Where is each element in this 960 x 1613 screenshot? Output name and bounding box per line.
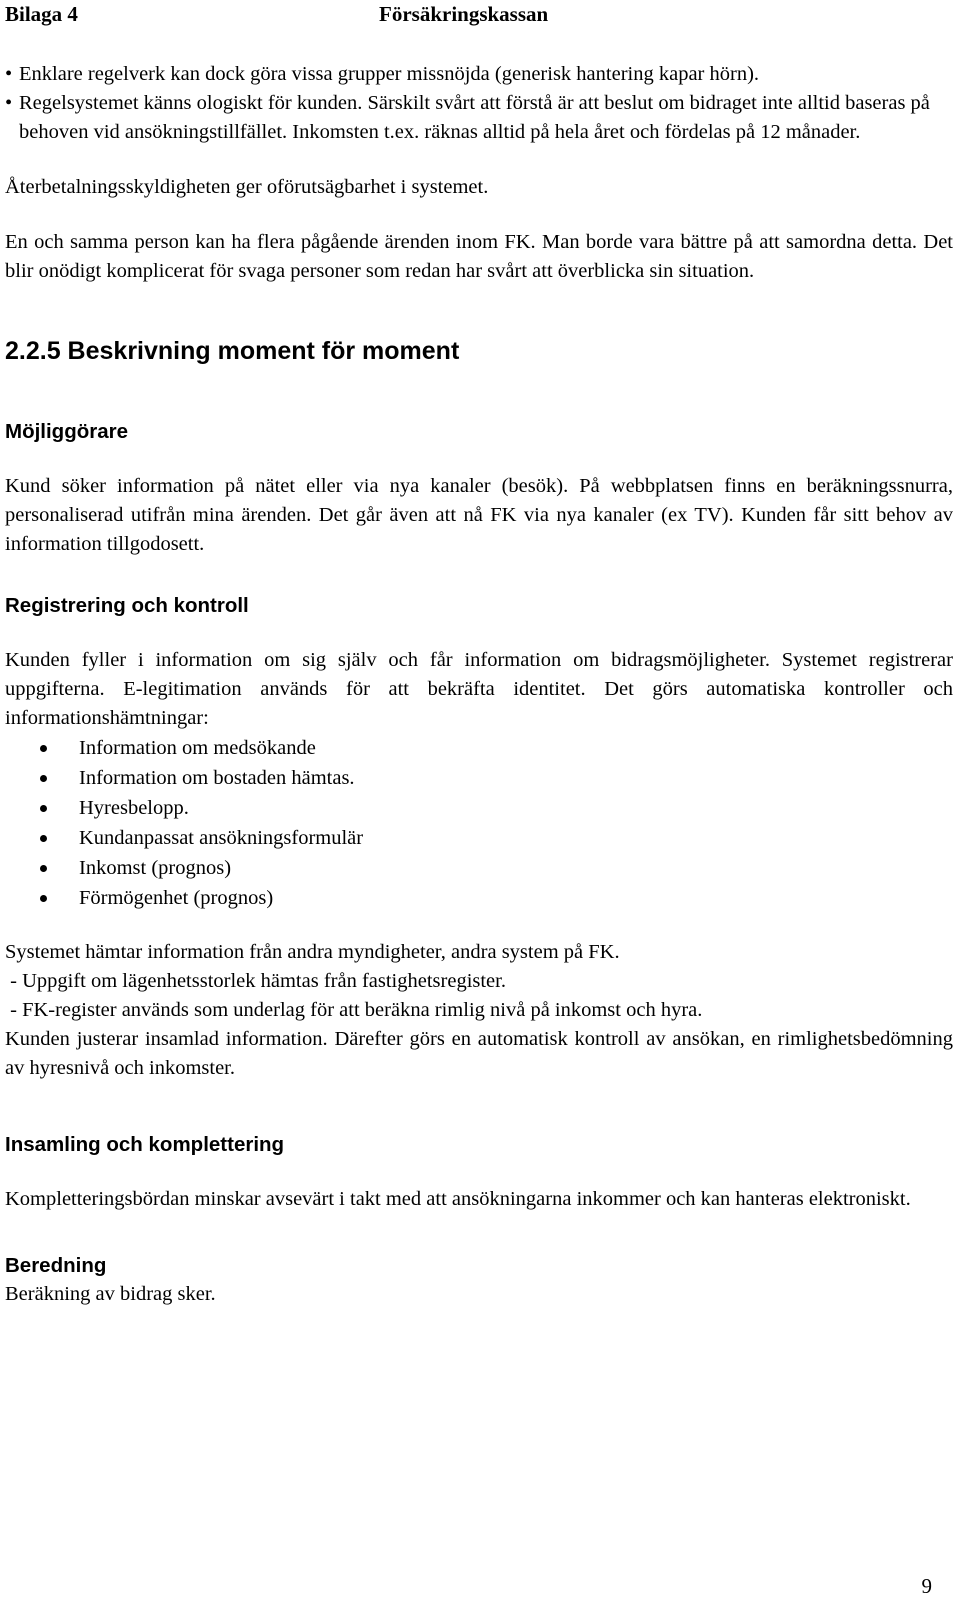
paragraph: Systemet hämtar information från andra myndigheter, andra system på FK. [5, 941, 620, 963]
header-appendix-label: Bilaga 4 [5, 2, 78, 26]
paragraph: Kompletteringsbördan minskar avsevärt i takt med att ansökningarna inkommer och kan hanteras elektroniskt. [5, 1188, 911, 1210]
list-item: Hyresbelopp. [5, 793, 953, 823]
list-item: Kundanpassat ansökningsformulär [5, 823, 953, 853]
paragraph: Kunden justerar insamlad information. Därefter görs en automatisk kontroll av ansökan, en rimlighetsbedömning av hyresnivå och inkomster. [5, 1028, 953, 1079]
list-item: • Enklare regelverk kan dock göra vissa grupper missnöjda (generisk hantering kapar hörn). [5, 60, 953, 89]
list-item: Förmögenhet (prognos) [5, 883, 953, 913]
document-body [5, 60, 953, 1309]
paragraph: Kund söker information på nätet eller via nya kanaler (besök). På webbplatsen finns en beräkningssnurra, personaliserad utifrån mina ärenden. Det går även att nå FK via nya kanaler (ex TV). Kunden får sitt behov av information tillgodosett. [5, 475, 953, 555]
header-organization: Försäkringskassan [379, 2, 549, 26]
check-list [5, 733, 953, 913]
subsection-heading-enablers: Möjliggörare [5, 420, 129, 443]
paragraph: En och samma person kan ha flera pågående ärenden inom FK. Man borde vara bättre på att samordna detta. Det blir onödigt komplicerat för svaga personer som redan har svårt att överblicka sin situation. [5, 231, 953, 282]
subsection-heading-registration: Registrering och kontroll [5, 594, 249, 617]
page-header [5, 0, 945, 30]
list-item: Information om bostaden hämtas. [5, 763, 953, 793]
list-item: Inkomst (prognos) [5, 853, 953, 883]
intro-bullet-list [5, 60, 953, 147]
paragraph: - FK-register används som underlag för att beräkna rimlig nivå på inkomst och hyra. [5, 999, 703, 1021]
list-item: Information om medsökande [5, 733, 953, 763]
section-heading: 2.2.5 Beskrivning moment för moment [5, 337, 460, 365]
paragraph: - Uppgift om lägenhetsstorlek hämtas från fastighetsregister. [5, 970, 506, 992]
subsection-heading-collection: Insamling och komplettering [5, 1133, 285, 1156]
paragraph: Kunden fyller i information om sig själv och får information om bidragsmöjligheter. Systemet registrerar uppgifterna. E-legitimation används för att bekräfta identitet. Det görs automatiska kontroller och informationshämtningar: [5, 649, 953, 729]
list-item: • Regelsystemet känns ologiskt för kunden. Särskilt svårt att förstå är att beslut om bidraget inte alltid baseras på behoven vid ansökningstillfället. Inkomsten t.ex. räknas alltid på hela året och fördelas på 12 månader. [5, 89, 953, 147]
page-number: 9 [921, 1574, 932, 1598]
paragraph: Återbetalningsskyldigheten ger oförutsägbarhet i systemet. [5, 176, 489, 198]
subsection-heading-preparation: Beredning [5, 1254, 107, 1277]
paragraph: Beräkning av bidrag sker. [5, 1283, 216, 1305]
